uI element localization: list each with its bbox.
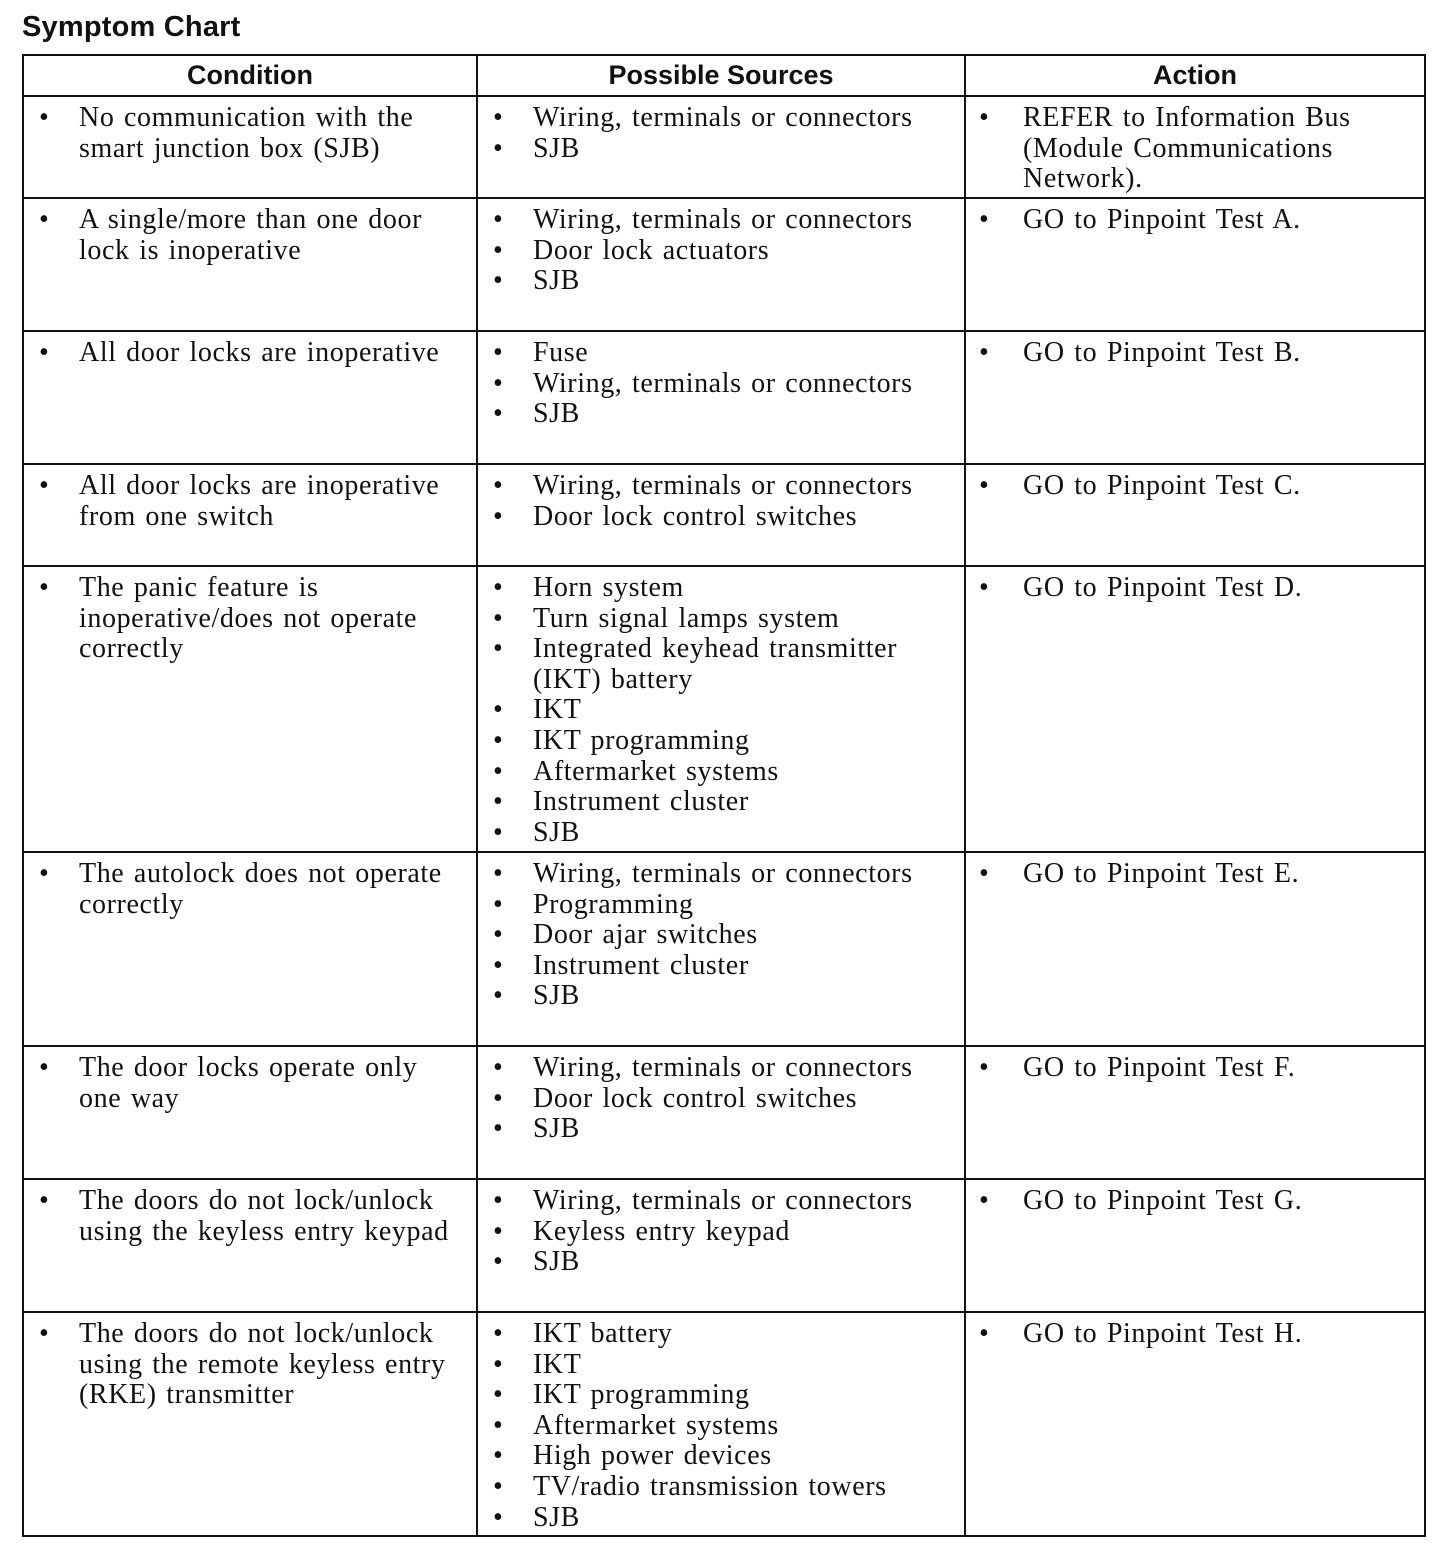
condition-text: • The autolock does not operate correctly: [24, 859, 468, 920]
action-header: Action: [965, 55, 1425, 96]
table-row: [23, 1179, 1425, 1312]
condition-cell: [23, 198, 477, 331]
sources-cell: [477, 1046, 965, 1179]
source-item: • IKT programming: [478, 1380, 956, 1411]
condition-text: • All door locks are inoperative from one switch: [24, 471, 468, 532]
sources-cell: [477, 96, 965, 198]
condition-text: • A single/more than one door lock is inoperative: [24, 205, 468, 266]
source-item: • SJB: [478, 818, 956, 849]
action-text: • GO to Pinpoint Test H.: [966, 1319, 1416, 1350]
condition-cell: [23, 331, 477, 464]
source-item: • Horn system: [478, 573, 956, 604]
table-row: [23, 198, 1425, 331]
action-cell: [965, 852, 1425, 1046]
action-text: • REFER to Information Bus (Module Communications Network).: [966, 103, 1416, 195]
condition-text: • No communication with the smart junction box (SJB): [24, 103, 468, 164]
condition-cell: [23, 1179, 477, 1312]
source-item: • Instrument cluster: [478, 951, 956, 982]
action-text: • GO to Pinpoint Test D.: [966, 573, 1416, 604]
source-item: • Aftermarket systems: [478, 1411, 956, 1442]
sources-header: Possible Sources: [477, 55, 965, 96]
sources-cell: [477, 198, 965, 331]
sources-cell: [477, 1179, 965, 1312]
action-text: • GO to Pinpoint Test A.: [966, 205, 1416, 236]
table-row: [23, 96, 1425, 198]
source-item: • IKT programming: [478, 726, 956, 757]
source-item: • Wiring, terminals or connectors: [478, 1186, 956, 1217]
action-cell: [965, 1179, 1425, 1312]
source-item: • SJB: [478, 1114, 956, 1145]
sources-cell: [477, 852, 965, 1046]
source-item: • Door lock actuators: [478, 236, 956, 267]
condition-cell: [23, 1312, 477, 1536]
condition-text: • All door locks are inoperative: [24, 338, 468, 369]
source-item: • Fuse: [478, 338, 956, 369]
table-row: [23, 331, 1425, 464]
source-item: • Wiring, terminals or connectors: [478, 471, 956, 502]
action-text: • GO to Pinpoint Test B.: [966, 338, 1416, 369]
symptom-chart-table: [22, 54, 1426, 1537]
table-row: [23, 1046, 1425, 1179]
source-item: • Door lock control switches: [478, 502, 956, 533]
sources-cell: [477, 566, 965, 852]
source-item: • Wiring, terminals or connectors: [478, 369, 956, 400]
action-cell: [965, 331, 1425, 464]
source-item: • Door lock control switches: [478, 1084, 956, 1115]
action-text: • GO to Pinpoint Test G.: [966, 1186, 1416, 1217]
source-item: • High power devices: [478, 1441, 956, 1472]
action-text: • GO to Pinpoint Test C.: [966, 471, 1416, 502]
source-item: • Door ajar switches: [478, 920, 956, 951]
condition-cell: [23, 1046, 477, 1179]
action-cell: [965, 1046, 1425, 1179]
condition-header: Condition: [23, 55, 477, 96]
source-item: • Keyless entry keypad: [478, 1217, 956, 1248]
action-text: • GO to Pinpoint Test E.: [966, 859, 1416, 890]
condition-text: • The panic feature is inoperative/does not operate correctly: [24, 573, 468, 665]
source-item: • SJB: [478, 981, 956, 1012]
header-row: [23, 55, 1425, 96]
action-cell: [965, 464, 1425, 566]
condition-cell: [23, 566, 477, 852]
sources-cell: [477, 331, 965, 464]
source-item: • Aftermarket systems: [478, 757, 956, 788]
source-item: • Integrated keyhead transmitter (IKT) battery: [478, 634, 956, 695]
action-cell: [965, 198, 1425, 331]
source-item: • SJB: [478, 1503, 956, 1534]
condition-cell: [23, 852, 477, 1046]
source-item: • Programming: [478, 890, 956, 921]
condition-cell: [23, 96, 477, 198]
action-cell: [965, 96, 1425, 198]
source-item: • SJB: [478, 266, 956, 297]
action-text: • GO to Pinpoint Test F.: [966, 1053, 1416, 1084]
action-cell: [965, 1312, 1425, 1536]
source-item: • SJB: [478, 1247, 956, 1278]
sources-cell: [477, 1312, 965, 1536]
source-item: • TV/radio transmission towers: [478, 1472, 956, 1503]
source-item: • Wiring, terminals or connectors: [478, 103, 956, 134]
sources-cell: [477, 464, 965, 566]
condition-text: • The doors do not lock/unlock using the keyless entry keypad: [24, 1186, 468, 1247]
source-item: • SJB: [478, 134, 956, 165]
source-item: • IKT: [478, 695, 956, 726]
condition-cell: [23, 464, 477, 566]
source-item: • Instrument cluster: [478, 787, 956, 818]
chart-title: Symptom Chart: [22, 11, 241, 43]
table-row: [23, 464, 1425, 566]
source-item: • Wiring, terminals or connectors: [478, 1053, 956, 1084]
condition-text: • The doors do not lock/unlock using the remote keyless entry (RKE) transmitter: [24, 1319, 468, 1411]
source-item: • Turn signal lamps system: [478, 604, 956, 635]
condition-text: • The door locks operate only one way: [24, 1053, 468, 1114]
source-item: • IKT: [478, 1350, 956, 1381]
source-item: • Wiring, terminals or connectors: [478, 205, 956, 236]
source-item: • SJB: [478, 399, 956, 430]
table-row: [23, 852, 1425, 1046]
table-row: [23, 1312, 1425, 1536]
action-cell: [965, 566, 1425, 852]
source-item: • IKT battery: [478, 1319, 956, 1350]
table-row: [23, 566, 1425, 852]
source-item: • Wiring, terminals or connectors: [478, 859, 956, 890]
